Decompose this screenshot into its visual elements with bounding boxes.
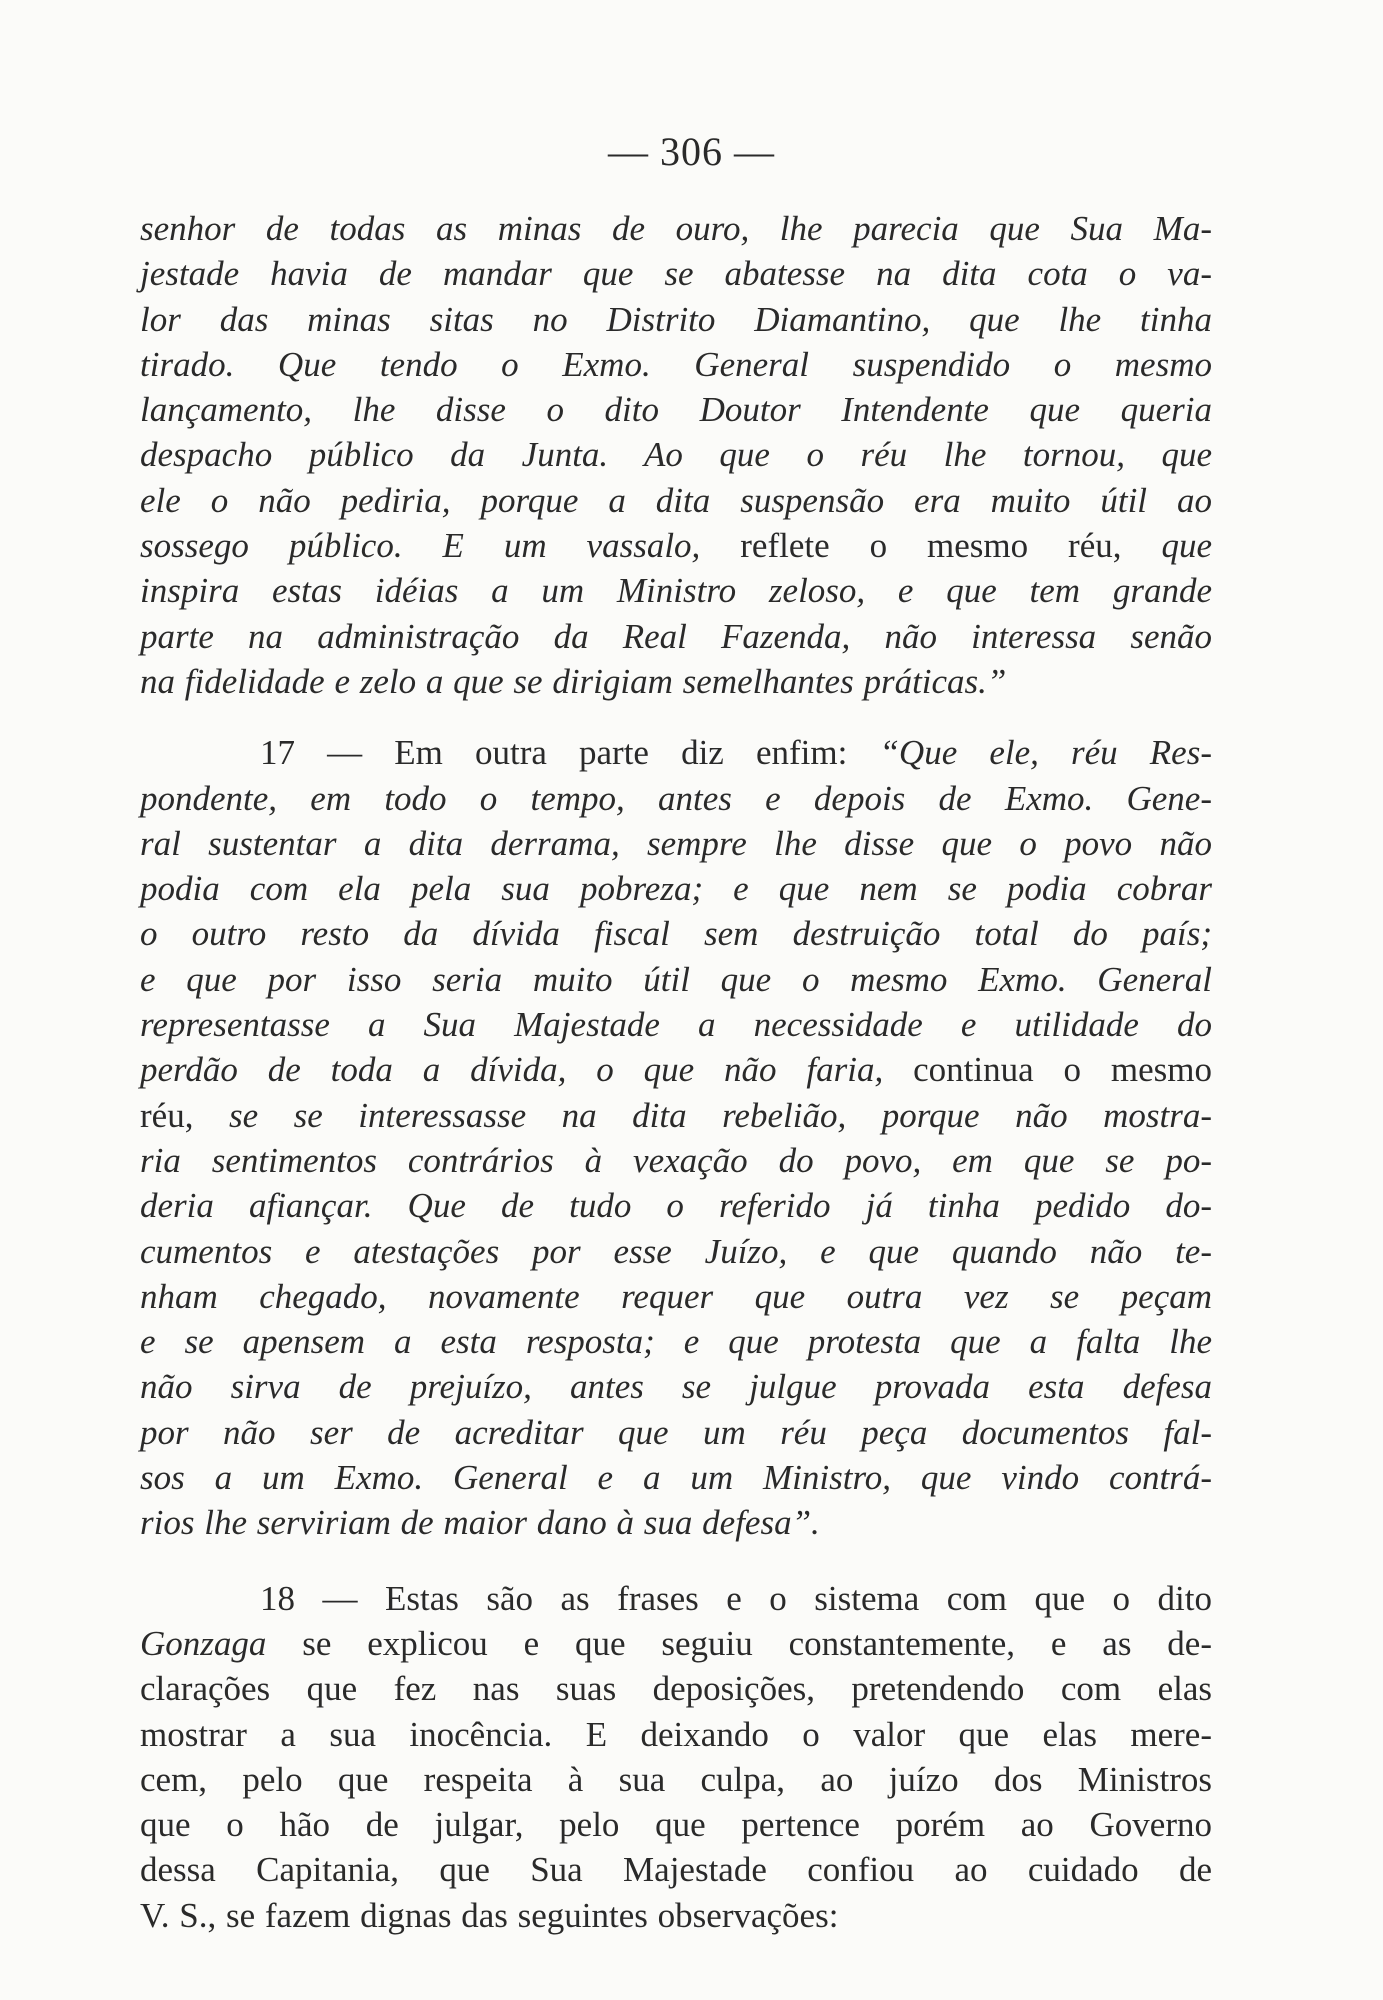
text-line [140,1183,1212,1228]
italic-text: que [1161,526,1212,566]
roman-text: clarações que fez nas suas deposições, pretendendo com elas [140,1669,1212,1709]
italic-text: jestade havia de mandar que se abatesse na dita cota o va- [140,254,1212,294]
text-line [140,478,1212,523]
italic-text: deria afiançar. Que de tudo o referido já tinha pedido do- [140,1186,1212,1226]
italic-text: representasse a Sua Majestade a necessidade e utilidade do [140,1005,1212,1045]
text-line [140,1802,1212,1847]
italic-text: Gonzaga [140,1623,267,1663]
italic-text: ral sustentar a dita derrama, sempre lhe disse que o povo não [140,823,1212,863]
text-line [140,251,1212,296]
document-body [140,206,1212,1938]
italic-text: por não ser de acreditar que um réu peça documentos fal- [140,1412,1212,1452]
italic-text: podia com ela pela sua pobreza; e que nem se podia cobrar [140,869,1212,909]
italic-text: não sirva de prejuízo, antes se julgue provada esta defesa [140,1367,1212,1407]
paragraph-gap [140,1546,1212,1576]
italic-text: tirado. Que tendo o Exmo. General suspendido o mesmo [140,344,1212,384]
italic-text: o outro resto da dívida fiscal sem destruição total do país; [140,914,1212,954]
text-line [140,1455,1212,1500]
text-line [140,1666,1212,1711]
italic-text: rios lhe serviriam de maior dano à sua defesa”. [140,1503,820,1543]
roman-text: cem, pelo que respeita à sua culpa, ao juízo dos Ministros [140,1759,1212,1799]
text-line [140,342,1212,387]
roman-text: mostrar a sua inocência. E deixando o valor que elas mere- [140,1714,1212,1754]
italic-text: sossego público. E um vassalo, [140,526,701,566]
roman-text: 17 — Em outra parte diz enfim: [260,733,880,773]
roman-text: V. S., se fazem dignas das seguintes observações: [140,1895,839,1935]
text-line [140,1621,1212,1666]
italic-text: e que por isso seria muito útil que o mesmo Exmo. General [140,959,1212,999]
text-line [140,1364,1212,1409]
text-line [140,523,1212,568]
text-line [140,911,1212,956]
text-line [140,1319,1212,1364]
text-line [140,1757,1212,1802]
italic-text: e se apensem a esta resposta; e que protesta que a falta lhe [140,1322,1212,1362]
italic-text: se se interessasse na dita rebelião, porque não mostra- [228,1095,1212,1135]
text-line [140,776,1212,821]
italic-text: ele o não pediria, porque a dita suspensão era muito útil ao [140,480,1212,520]
italic-text: lor das minas sitas no Distrito Diamantino, que lhe tinha [140,299,1212,339]
italic-text: “Que ele, réu Res- [879,733,1212,773]
text-line [140,659,1212,704]
paragraph-gap [140,704,1212,730]
italic-text: parte na administração da Real Fazenda, não interessa senão [140,616,1212,656]
italic-text: ria sentimentos contrários à vexação do povo, em que se po- [140,1140,1212,1180]
text-line [140,1138,1212,1183]
paragraph-18 [140,1576,1212,1938]
roman-text: se explicou e que seguiu constantemente, e as de- [266,1623,1212,1663]
italic-text: lançamento, lhe disse o dito Doutor Intendente que queria [140,390,1212,430]
text-line [140,1893,1212,1938]
text-line [140,821,1212,866]
text-line [140,1410,1212,1455]
roman-text: que o hão de julgar, pelo que pertence porém ao Governo [140,1805,1212,1845]
text-line [140,1712,1212,1757]
text-line [140,730,1212,775]
italic-text: inspira estas idéias a um Ministro zeloso, e que tem grande [140,571,1212,611]
italic-text: perdão de toda a dívida, o que não faria, [140,1050,884,1090]
text-line [140,568,1212,613]
italic-text: sos a um Exmo. General e a um Ministro, que vindo contrá- [140,1458,1212,1498]
italic-text: na fidelidade e zelo a que se dirigiam semelhantes práticas.” [140,661,1007,701]
paragraph-continued [140,206,1212,704]
text-line [140,432,1212,477]
italic-text: nham chegado, novamente requer que outra vez se peçam [140,1276,1212,1316]
text-line [140,614,1212,659]
roman-text: 18 — Estas são as frases e o sistema com que o dito [260,1578,1212,1618]
italic-text: despacho público da Junta. Ao que o réu lhe tornou, que [140,435,1212,475]
text-line [140,1500,1212,1545]
text-line [140,1576,1212,1621]
text-line [140,1274,1212,1319]
page-number: — 306 — [608,129,775,174]
italic-text: pondente, em todo o tempo, antes e depois de Exmo. Gene- [140,778,1212,818]
text-line [140,1847,1212,1892]
roman-text: dessa Capitania, que Sua Majestade confiou ao cuidado de [140,1850,1212,1890]
paragraph-17 [140,730,1212,1545]
roman-text: continua o mesmo [883,1050,1213,1090]
text-line [140,1093,1212,1138]
text-line [140,1229,1212,1274]
italic-text: cumentos e atestações por esse Juízo, e que quando não te- [140,1231,1212,1271]
text-line [140,387,1212,432]
text-line [140,206,1212,251]
text-line [140,957,1212,1002]
text-line [140,297,1212,342]
italic-text: senhor de todas as minas de ouro, lhe parecia que Sua Ma- [140,209,1212,248]
roman-text: réu, [140,1095,229,1135]
text-line [140,1002,1212,1047]
text-line [140,1047,1212,1092]
text-line [140,866,1212,911]
roman-text: reflete o mesmo réu, [700,526,1162,566]
